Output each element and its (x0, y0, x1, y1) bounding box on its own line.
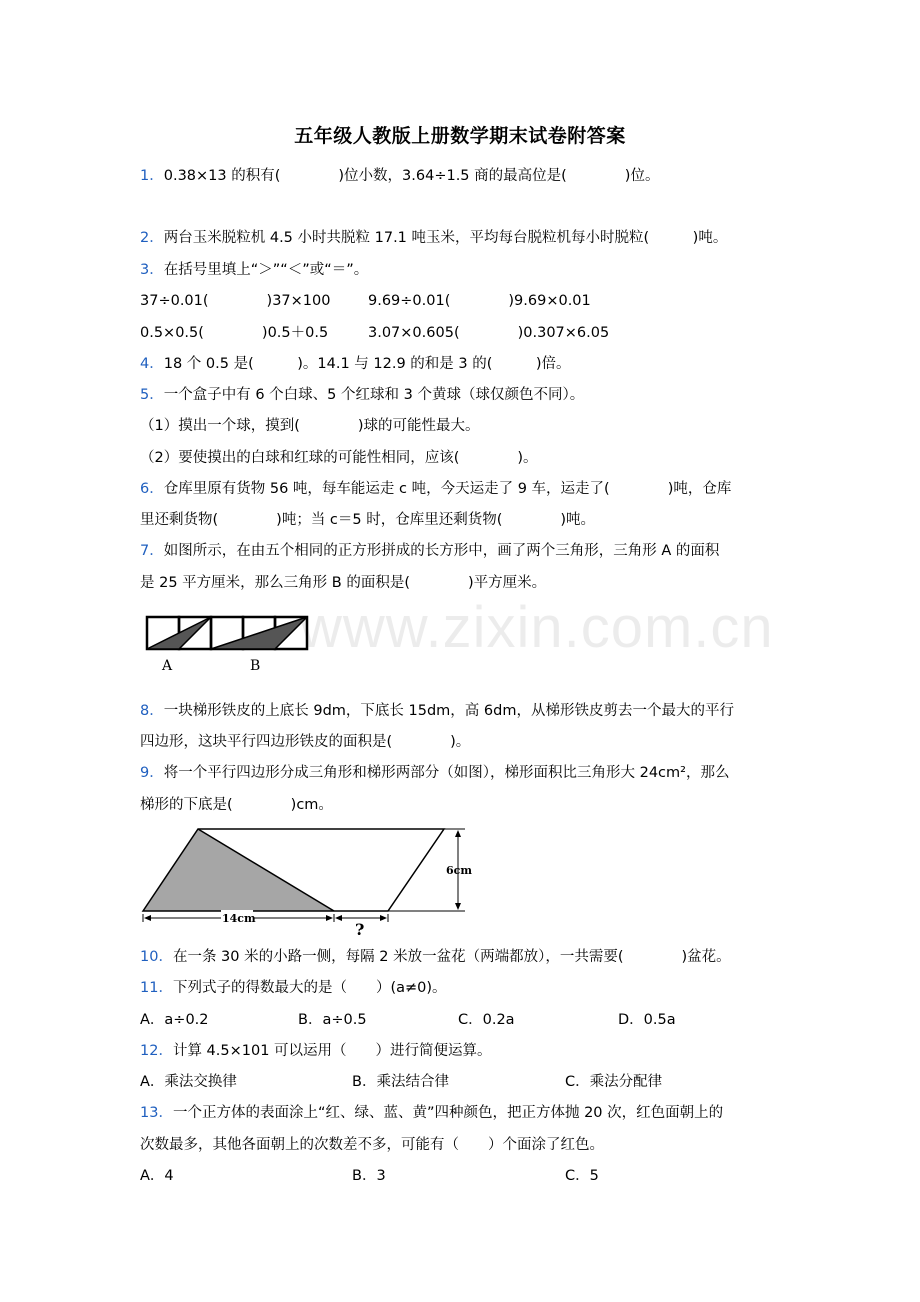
question-text: 仓库里原有货物 56 吨，每车能运走 c 吨，今天运走了 9 车，运走了( )吨，仓库 (163, 481, 732, 497)
question-8 (140, 701, 734, 721)
shaded-triangle (143, 829, 334, 911)
option-a: A．a÷0.2 (140, 1012, 209, 1028)
height-label: 6cm (446, 864, 472, 877)
option-c: C．0.2a (458, 1012, 515, 1028)
question-6-line-2: 里还剩货物( )吨；当 c＝5 时，仓库里还剩货物( )吨。 (140, 512, 596, 528)
page-title: 五年级人教版上册数学期末试卷附答案 (294, 125, 626, 147)
question-13-line-2: 次数最多，其他各面朝上的次数差不多，可能有（ ）个面涂了红色。 (140, 1137, 604, 1153)
question-number: 11． (140, 980, 173, 996)
base-label: 14cm (222, 912, 256, 925)
option-b: B．乘法结合律 (352, 1074, 449, 1090)
base-arrowhead-left (144, 915, 151, 921)
height-arrowhead-bottom (455, 903, 461, 910)
unknown-arrowhead-left (335, 915, 342, 921)
question-9 (140, 763, 729, 783)
question-number: 10． (140, 949, 173, 965)
question-12 (140, 1041, 492, 1061)
question-number: 7． (140, 543, 164, 559)
question-text: 18 个 0.5 是( )。14.1 与 12.9 的和是 3 的( )倍。 (163, 356, 571, 372)
question-9-line-2: 梯形的下底是( )cm。 (140, 797, 333, 813)
question-number: 8． (140, 703, 164, 719)
compare-row-2b: 3.07×0.605( )0.307×6.05 (368, 325, 610, 341)
question-2 (140, 228, 727, 248)
question-text: 计算 4.5×101 可以运用（ ）进行简便运算。 (172, 1043, 492, 1059)
question-10 (140, 947, 731, 967)
label-a: A (162, 658, 173, 674)
question-number: 6． (140, 481, 164, 497)
parallelogram-figure (135, 822, 475, 940)
height-arrowhead-top (455, 830, 461, 837)
question-6 (140, 479, 731, 499)
unknown-label: ? (355, 920, 365, 939)
base-arrowhead-right (326, 915, 333, 921)
option-c: C．乘法分配律 (565, 1074, 663, 1090)
option-d: D．0.5a (618, 1012, 676, 1028)
question-1 (140, 166, 659, 186)
question-number: 13． (140, 1105, 173, 1121)
watermark: www.zixin.com.cn (300, 595, 774, 660)
question-number: 4． (140, 356, 164, 372)
question-11 (140, 978, 447, 998)
question-7-line-2: 是 25 平方厘米，那么三角形 B 的面积是( )平方厘米。 (140, 575, 547, 591)
question-text: 在括号里填上“＞”“＜”或“＝”。 (163, 262, 369, 278)
question-number: 2． (140, 230, 164, 246)
question-5-sub-2: （2）要使摸出的白球和红球的可能性相同，应该( )。 (140, 450, 538, 466)
triangle-b (211, 617, 307, 649)
option-b: B．3 (352, 1168, 386, 1184)
compare-row-1b: 9.69÷0.01( )9.69×0.01 (368, 293, 591, 309)
question-4 (140, 354, 571, 374)
option-a: A．4 (140, 1168, 174, 1184)
question-text: 一块梯形铁皮的上底长 9dm，下底长 15dm，高 6dm，从梯形铁皮剪去一个最大的平行 (163, 703, 734, 719)
question-number: 5． (140, 387, 164, 403)
option-b: B．a÷0.5 (298, 1012, 367, 1028)
unknown-arrowhead-right (380, 915, 387, 921)
question-5-sub-1: （1）摸出一个球，摸到( )球的可能性最大。 (140, 418, 480, 434)
question-text: 在一条 30 米的小路一侧，每隔 2 米放一盆花（两端都放），一共需要( )盆花。 (172, 949, 731, 965)
question-text: 0.38×13 的积有( )位小数，3.64÷1.5 商的最高位是( )位。 (163, 168, 660, 184)
question-text: 如图所示，在由五个相同的正方形拼成的长方形中，画了两个三角形，三角形 A 的面积 (163, 543, 720, 559)
compare-row-2a: 0.5×0.5( )0.5＋0.5 (140, 325, 329, 341)
question-text: 一个盒子中有 6 个白球、5 个红球和 3 个黄球（球仅颜色不同）。 (163, 387, 585, 403)
question-text: 一个正方体的表面涂上“红、绿、蓝、黄”四种颜色，把正方体抛 20 次，红色面朝上的 (172, 1105, 724, 1121)
question-7 (140, 541, 719, 561)
question-number: 1． (140, 168, 164, 184)
question-5 (140, 385, 584, 405)
option-c: C．5 (565, 1168, 599, 1184)
question-text: 下列式子的得数最大的是（ ）(a≠0)。 (172, 980, 447, 996)
squares-triangles-figure (140, 612, 320, 674)
question-number: 12． (140, 1043, 173, 1059)
question-text: 将一个平行四边形分成三角形和梯形两部分（如图），梯形面积比三角形大 24cm²，那么 (163, 765, 730, 781)
compare-row-1a: 37÷0.01( )37×100 (140, 293, 331, 309)
option-a: A．乘法交换律 (140, 1074, 237, 1090)
question-number: 9． (140, 765, 164, 781)
question-13 (140, 1103, 723, 1123)
label-b: B (250, 658, 261, 674)
question-3 (140, 260, 368, 280)
question-number: 3． (140, 262, 164, 278)
question-8-line-2: 四边形，这块平行四边形铁皮的面积是( )。 (140, 734, 471, 750)
question-text: 两台玉米脱粒机 4.5 小时共脱粒 17.1 吨玉米，平均每台脱粒机每小时脱粒( )吨。 (163, 230, 728, 246)
